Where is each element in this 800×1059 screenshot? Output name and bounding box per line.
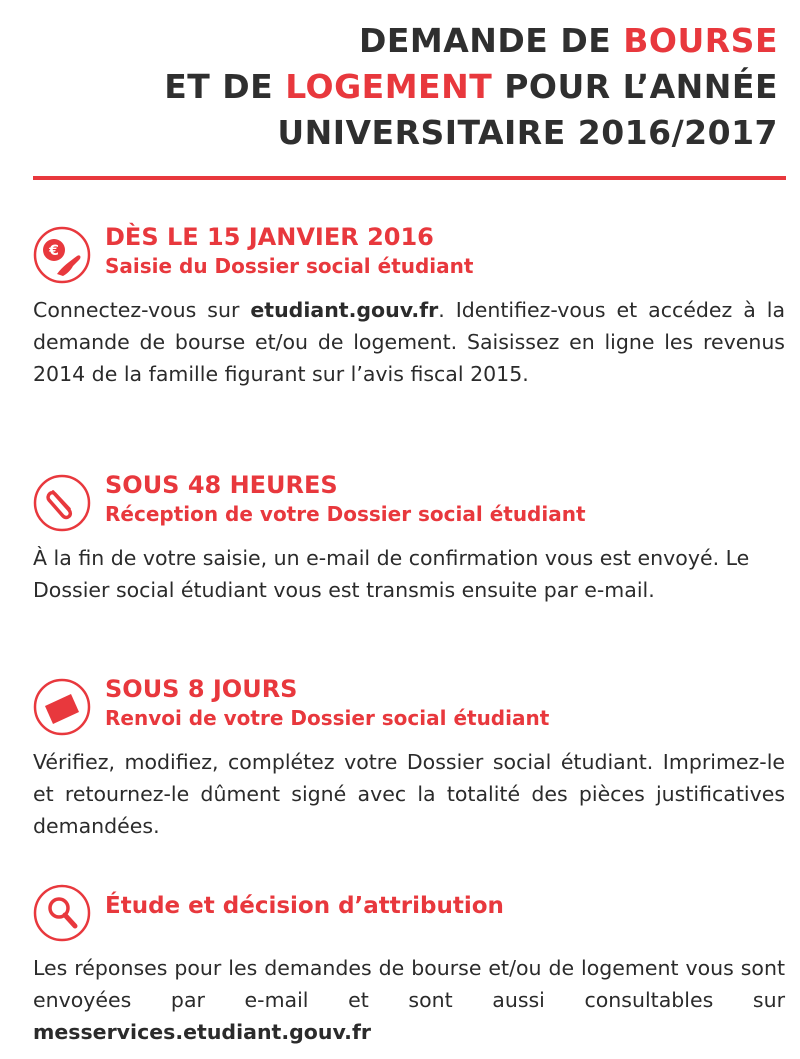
- paperclip-icon: [33, 474, 91, 532]
- title-divider: [33, 176, 786, 180]
- step-2-heading: SOUS 48 HEURES: [105, 471, 338, 499]
- title-line-2: ET DE LOGEMENT POUR L’ANNÉE: [164, 67, 778, 106]
- title-line-1: DEMANDE DE BOURSE: [358, 21, 778, 60]
- step-2-text: À la fin de votre saisie, un e-mail de confirmation vous est envoyé. Le Dossier social étudiant vous est transmis ensuite par e-mail.: [33, 546, 750, 602]
- step-2-subheading: Réception de votre Dossier social étudiant: [105, 502, 586, 526]
- step-1-subheading: Saisie du Dossier social étudiant: [105, 254, 474, 278]
- etudiant-gouv-link-text: etudiant.gouv.fr: [250, 298, 439, 322]
- page-title: [164, 18, 778, 156]
- title-line-3: UNIVERSITAIRE 2016/2017: [277, 113, 778, 152]
- step-3-heading: SOUS 8 JOURS: [105, 675, 298, 703]
- step-1-text: Connectez-vous sur etudiant.gouv.fr. Identifiez-vous et accédez à la demande de bourse et/ou de logement. Saisissez en ligne les revenus 2014 de la famille figurant sur l’avis fiscal 2015.: [33, 298, 786, 386]
- title-highlight-bourse: BOURSE: [623, 21, 778, 60]
- envelope-icon: [33, 678, 91, 736]
- step-4-text: Les réponses pour les demandes de bourse et/ou de logement vous sont envoyées par e-mail et sont aussi consultables sur messervices.etudiant.gouv.fr: [33, 956, 785, 1044]
- magnifier-icon: [33, 884, 91, 942]
- messervices-link-text: messervices.etudiant.gouv.fr: [33, 1020, 371, 1044]
- step-1-heading: DÈS LE 15 JANVIER 2016: [105, 223, 434, 251]
- title-highlight-logement: LOGEMENT: [285, 67, 493, 106]
- euro-hand-icon: [33, 226, 91, 284]
- step-4-subheading: Étude et décision d’attribution: [105, 893, 504, 919]
- svg-text:€: €: [49, 243, 59, 259]
- step-3-subheading: Renvoi de votre Dossier social étudiant: [105, 706, 550, 730]
- step-3-text: Vérifiez, modifiez, complétez votre Dossier social étudiant. Imprimez-le et retournez-le dûment signé avec la totalité des pièces justificatives demandées.: [33, 750, 785, 838]
